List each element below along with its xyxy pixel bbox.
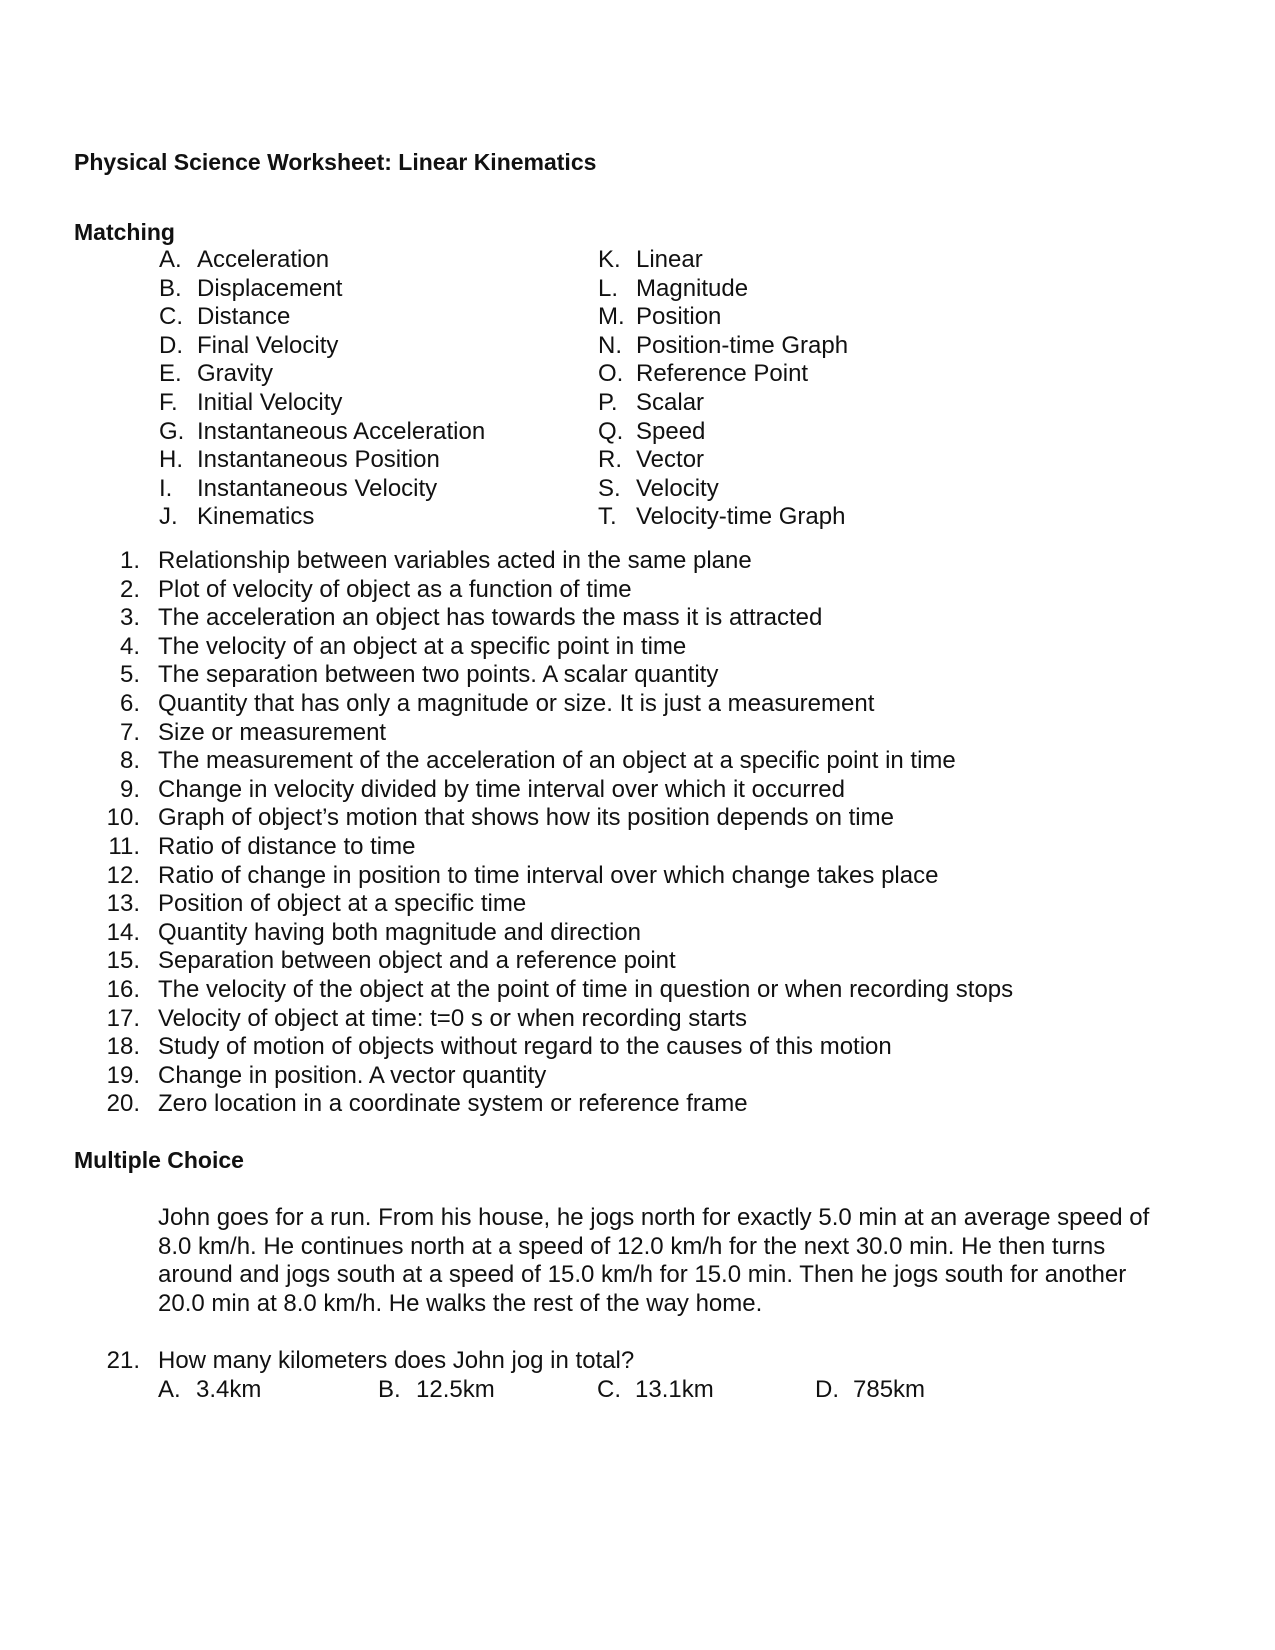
term-item: [159, 332, 485, 361]
definition-number: 14.: [106, 918, 140, 946]
term-letter: S.: [598, 474, 621, 502]
definition-text: Plot of velocity of object as a function of time: [158, 575, 632, 603]
term-text: Position-time Graph: [636, 331, 849, 359]
term-letter: F.: [159, 388, 178, 416]
passage-line: John goes for a run. From his house, he jogs north for exactly 5.0 min at an average speed of: [158, 1204, 1150, 1231]
definition-item: [98, 1090, 1013, 1119]
definition-text: The velocity of an object at a specific point in time: [158, 632, 687, 660]
term-item: [159, 475, 485, 504]
term-item: [159, 275, 485, 304]
definition-number: 10.: [106, 804, 140, 832]
answer-choices: [0, 1376, 1275, 1406]
term-letter: J.: [159, 503, 178, 531]
term-text: Speed: [636, 417, 706, 445]
definition-text: Change in velocity divided by time interval over which it occurred: [158, 775, 845, 803]
term-text: Linear: [636, 246, 703, 273]
term-item: [159, 246, 485, 275]
definition-number: 20.: [106, 1090, 140, 1118]
definition-item: [98, 919, 1013, 948]
matching-heading: Matching: [74, 219, 175, 245]
term-item: [598, 389, 848, 418]
definition-item: [98, 1033, 1013, 1062]
term-letter: H.: [159, 446, 183, 474]
definition-text: Separation between object and a reference point: [158, 947, 676, 975]
definition-text: Zero location in a coordinate system or reference frame: [158, 1090, 748, 1118]
term-letter: E.: [159, 360, 182, 388]
definition-number: 7.: [119, 718, 140, 746]
term-letter: A.: [159, 246, 182, 273]
term-text: Gravity: [197, 360, 274, 388]
definition-number: 13.: [106, 890, 140, 918]
term-item: [598, 446, 848, 475]
definition-number: 19.: [106, 1061, 140, 1089]
term-item: [598, 360, 848, 389]
term-letter: K.: [598, 246, 621, 273]
question-number: 21.: [106, 1347, 140, 1374]
term-text: Kinematics: [197, 503, 315, 531]
term-letter: P.: [598, 388, 618, 416]
definition-number: 16.: [106, 975, 140, 1003]
definition-text: Graph of object’s motion that shows how its position depends on time: [158, 804, 894, 832]
term-item: [159, 389, 485, 418]
terms-left-column: [159, 246, 485, 532]
passage-line: 20.0 min at 8.0 km/h. He walks the rest of the way home.: [158, 1289, 763, 1317]
definition-text: Position of object at a specific time: [158, 890, 527, 918]
term-letter: M.: [598, 303, 625, 331]
choice-text: 12.5km: [416, 1376, 495, 1403]
term-text: Velocity-time Graph: [636, 503, 846, 531]
definition-item: [98, 576, 1013, 605]
definition-item: [98, 604, 1013, 633]
term-item: [598, 475, 848, 504]
choice-text: 785km: [853, 1376, 926, 1403]
term-letter: O.: [598, 360, 624, 388]
definition-number: 17.: [106, 1004, 140, 1032]
term-letter: Q.: [598, 417, 624, 445]
definition-text: The separation between two points. A scalar quantity: [158, 661, 719, 689]
choice-letter: D.: [815, 1376, 839, 1403]
definition-text: Study of motion of objects without regard to the causes of this motion: [158, 1033, 892, 1061]
term-item: [159, 503, 485, 532]
term-letter: I.: [159, 474, 173, 502]
term-text: Velocity: [636, 474, 719, 502]
choice-a[interactable]: [158, 1376, 261, 1404]
definition-text: Ratio of change in position to time interval over which change takes place: [158, 861, 939, 889]
definition-item: [98, 776, 1013, 805]
definition-number: 12.: [106, 861, 140, 889]
choice-text: 13.1km: [635, 1376, 714, 1403]
term-item: [159, 303, 485, 332]
passage-line: 8.0 km/h. He continues north at a speed of 12.0 km/h for the next 30.0 min. He then turns: [158, 1232, 1106, 1260]
definition-item: [98, 661, 1013, 690]
definition-number: 18.: [106, 1033, 140, 1061]
definition-number: 6.: [119, 689, 140, 717]
question-text: How many kilometers does John jog in total?: [158, 1347, 635, 1374]
definition-text: The acceleration an object has towards the mass it is attracted: [158, 604, 823, 632]
term-letter: C.: [159, 303, 183, 331]
definition-item: [98, 804, 1013, 833]
term-item: [598, 332, 848, 361]
definition-item: [98, 1005, 1013, 1034]
choice-d[interactable]: [815, 1376, 925, 1404]
term-item: [598, 246, 848, 275]
term-item: [159, 360, 485, 389]
definition-text: Relationship between variables acted in the same plane: [158, 547, 752, 574]
term-text: Instantaneous Position: [197, 446, 440, 474]
definition-text: Quantity that has only a magnitude or size. It is just a measurement: [158, 689, 875, 717]
term-item: [598, 303, 848, 332]
choice-b[interactable]: [378, 1376, 495, 1404]
definition-text: Change in position. A vector quantity: [158, 1061, 547, 1089]
definitions-list: [98, 547, 1013, 1119]
definition-number: 4.: [119, 632, 140, 660]
definition-text: Size or measurement: [158, 718, 387, 746]
definition-text: Ratio of distance to time: [158, 832, 416, 860]
definition-item: [98, 947, 1013, 976]
term-letter: D.: [159, 331, 183, 359]
term-letter: R.: [598, 446, 622, 474]
definition-item: [98, 833, 1013, 862]
choice-letter: C.: [597, 1376, 621, 1403]
term-text: Distance: [197, 303, 291, 331]
definition-number: 11.: [108, 832, 140, 860]
terms-right-column: [598, 246, 848, 532]
definition-text: Quantity having both magnitude and direction: [158, 918, 641, 946]
definition-item: [98, 976, 1013, 1005]
term-item: [598, 418, 848, 447]
term-text: Final Velocity: [197, 331, 339, 359]
term-item: [598, 275, 848, 304]
definition-number: 3.: [119, 604, 140, 632]
definition-item: [98, 890, 1013, 919]
definition-number: 2.: [119, 575, 140, 603]
term-letter: B.: [159, 274, 182, 302]
term-text: Acceleration: [197, 246, 330, 273]
term-text: Instantaneous Velocity: [197, 474, 438, 502]
term-text: Initial Velocity: [197, 388, 343, 416]
page-title: Physical Science Worksheet: Linear Kinematics: [74, 149, 597, 175]
term-text: Position: [636, 303, 722, 331]
term-item: [159, 446, 485, 475]
choice-text: 3.4km: [196, 1376, 262, 1403]
definition-item: [98, 747, 1013, 776]
definition-item: [98, 1062, 1013, 1091]
definition-number: 15.: [106, 947, 140, 975]
term-text: Vector: [636, 446, 705, 474]
term-letter: N.: [598, 331, 622, 359]
passage-line: around and jogs south at a speed of 15.0 km/h for 15.0 min. Then he jogs south for another: [158, 1261, 1127, 1289]
term-text: Scalar: [636, 388, 705, 416]
definition-item: [98, 862, 1013, 891]
term-text: Reference Point: [636, 360, 809, 388]
choice-letter: B.: [378, 1376, 401, 1403]
definition-number: 5.: [119, 661, 140, 689]
term-letter: T.: [598, 503, 617, 531]
definition-number: 1.: [119, 547, 140, 574]
definition-item: [98, 719, 1013, 748]
question-21: [98, 1347, 634, 1375]
term-item: [598, 503, 848, 532]
definition-text: The measurement of the acceleration of an object at a specific point in time: [158, 747, 956, 775]
term-item: [159, 418, 485, 447]
definition-number: 8.: [119, 747, 140, 775]
definition-number: 9.: [119, 775, 140, 803]
term-text: Displacement: [197, 274, 343, 302]
term-text: Instantaneous Acceleration: [197, 417, 486, 445]
choice-letter: A.: [158, 1376, 181, 1403]
definition-item: [98, 690, 1013, 719]
multiple-choice-heading: Multiple Choice: [74, 1147, 244, 1173]
term-text: Magnitude: [636, 274, 749, 302]
term-letter: L.: [598, 274, 619, 302]
definition-item: [98, 633, 1013, 662]
definition-text: Velocity of object at time: t=0 s or when recording starts: [158, 1004, 747, 1032]
definition-item: [98, 547, 1013, 576]
definition-text: The velocity of the object at the point of time in question or when recording stops: [158, 975, 1014, 1003]
term-letter: G.: [159, 417, 185, 445]
choice-c[interactable]: [597, 1376, 714, 1404]
problem-passage: [158, 1204, 1198, 1318]
